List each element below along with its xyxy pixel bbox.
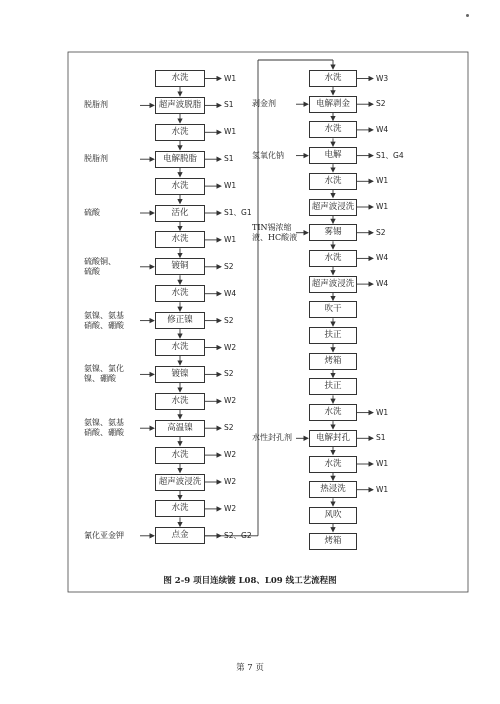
right_column-output-label: W1 xyxy=(376,484,389,494)
left_column-step-box: 水洗 xyxy=(155,285,205,302)
left_column-step-box: 水洗 xyxy=(155,393,205,410)
right_column-step-box: 水洗 xyxy=(309,70,357,87)
right_column-output-label: S1、G4 xyxy=(376,150,404,160)
right_column-output-label: W4 xyxy=(376,124,389,134)
right_column-step-box: 电解 xyxy=(309,147,357,164)
right_column-input-label: TIN锡浓缩 液、HC酸液 xyxy=(252,222,298,242)
left_column-output-label: W2 xyxy=(224,477,237,486)
left_column-output-label: S2、G2 xyxy=(224,530,252,540)
left_column-step-box: 水洗 xyxy=(155,500,205,517)
right_column-output-label: W1 xyxy=(376,407,389,417)
right_column-output-label: W1 xyxy=(376,202,389,211)
frame-border xyxy=(68,52,468,592)
left_column-output-label: W1 xyxy=(224,73,237,83)
left_column-step-box: 水洗 xyxy=(155,339,205,356)
left_column-input-label: 氰化亚金钾 xyxy=(84,530,124,540)
right_column-step-box: 电解剥金 xyxy=(309,96,357,113)
right_column-output-label: W4 xyxy=(376,279,389,289)
left_column-output-label: S1 xyxy=(224,154,234,164)
left_column-output-label: S2 xyxy=(224,261,234,271)
right_column-step-box: 扶正 xyxy=(309,378,357,395)
left_column-step-box: 水洗 xyxy=(155,447,205,464)
left_column-output-label: W1 xyxy=(224,181,237,191)
left_column-input-label: 氨镍、氯化 镍、硼酸 xyxy=(84,364,124,384)
right_column-step-box: 热浸洗 xyxy=(309,481,357,498)
left_column-step-box: 超声波浸洗 xyxy=(155,474,205,491)
right_column-step-box: 水洗 xyxy=(309,173,357,190)
left_column-step-box: 活化 xyxy=(155,205,205,222)
left_column-output-label: S1、G1 xyxy=(224,208,252,217)
left_column-step-box: 水洗 xyxy=(155,178,205,195)
left_column-step-box: 高温镍 xyxy=(155,420,205,437)
right_column-output-label: W4 xyxy=(376,253,389,263)
left_column-output-label: S1 xyxy=(224,100,234,110)
left_column-input-label: 脱脂剂 xyxy=(84,100,108,110)
left_column-step-box: 镀铜 xyxy=(155,258,205,275)
right_column-input-label: 剥金剂 xyxy=(252,99,276,109)
left_column-step-box: 修正镍 xyxy=(155,312,205,329)
right_column-step-box: 电解封孔 xyxy=(309,430,357,447)
left_column-input-label: 氨镍、氨基 硝酸、硼酸 xyxy=(84,418,124,438)
left_column-output-label: S2 xyxy=(224,315,234,325)
page-number: 第 7 页 xyxy=(236,663,264,673)
right_column-step-box: 风吹 xyxy=(309,507,357,524)
right_column-step-box: 烤箱 xyxy=(309,533,357,550)
right_column-output-label: S2 xyxy=(376,227,386,237)
left_column-output-label: W4 xyxy=(224,288,237,298)
right_column-output-label: W3 xyxy=(376,73,389,83)
right_column-step-box: 扶正 xyxy=(309,327,357,344)
left_column-step-box: 超声波脱脂 xyxy=(155,97,205,114)
left_column-output-label: W1 xyxy=(224,234,237,244)
right_column-output-label: S2 xyxy=(376,99,386,109)
left_column-step-box: 镀镍 xyxy=(155,366,205,383)
right_column-output-label: S1 xyxy=(376,433,386,443)
left_column-output-label: W1 xyxy=(224,127,237,137)
left_column-input-label: 硫酸 xyxy=(84,208,100,217)
right_column-output-label: W1 xyxy=(376,176,389,186)
right_column-step-box: 水洗 xyxy=(309,250,357,267)
left_column-output-label: W2 xyxy=(224,342,237,352)
right_column-step-box: 烤箱 xyxy=(309,353,357,370)
left_column-output-label: W2 xyxy=(224,396,237,406)
right_column-step-box: 雾锡 xyxy=(309,224,357,241)
right_column-step-box: 水洗 xyxy=(309,456,357,473)
left_column-step-box: 水洗 xyxy=(155,124,205,141)
left_column-step-box: 水洗 xyxy=(155,231,205,248)
left_column-output-label: S2 xyxy=(224,369,234,379)
figure-caption: 图 2-9 项目连续镀 L08、L09 线工艺流程图 xyxy=(163,576,337,586)
left_column-step-box: 水洗 xyxy=(155,70,205,87)
right_column-step-box: 超声波浸洗 xyxy=(309,199,357,216)
left_column-step-box: 点金 xyxy=(155,527,205,544)
right_column-output-label: W1 xyxy=(376,459,389,468)
right_column-input-label: 水性封孔剂 xyxy=(252,433,292,443)
left_column-input-label: 氨镍、氨基 硝酸、硼酸 xyxy=(84,310,124,330)
left_column-step-box: 电解脱脂 xyxy=(155,151,205,168)
left_column-output-label: S2 xyxy=(224,423,234,433)
right_column-step-box: 水洗 xyxy=(309,121,357,138)
right_column-step-box: 吹干 xyxy=(309,301,357,318)
left_column-output-label: W2 xyxy=(224,450,237,460)
left_column-output-label: W2 xyxy=(224,503,237,513)
left_column-input-label: 硫酸铜、 硫酸 xyxy=(84,256,116,276)
right_column-input-label: 氢氧化钠 xyxy=(252,150,284,160)
right_column-step-box: 超声波浸洗 xyxy=(309,276,357,293)
right_column-step-box: 水洗 xyxy=(309,404,357,421)
left_column-input-label: 脱脂剂 xyxy=(84,154,108,164)
